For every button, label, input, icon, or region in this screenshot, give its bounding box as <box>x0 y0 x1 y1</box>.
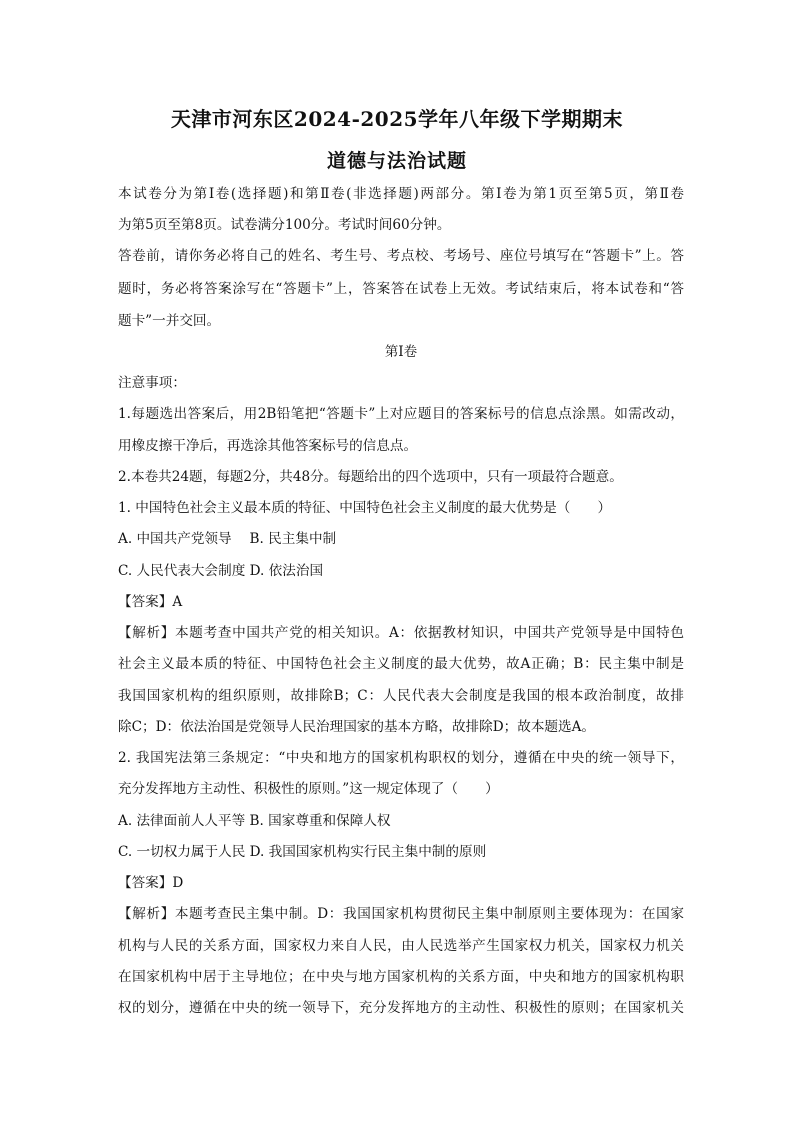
question-2-options: A. 法律面前人人平等 B. 国家尊重和保障人权 <box>118 813 391 829</box>
intro-line: 题卡”一并交回。 <box>118 313 221 329</box>
notes-line: 用橡皮擦干净后，再选涂其他答案标号的信息点。 <box>118 438 418 454</box>
intro-line: 答卷前，请你务必将自己的姓名、考生号、考点校、考场号、座位号填写在“答题卡”上。答 <box>118 248 684 264</box>
question-1-stem: 1. 中国特色社会主义最本质的特征、中国特色社会主义制度的最大优势是（ ） <box>118 500 612 516</box>
page-subtitle: 道德与法治试题 <box>326 150 467 172</box>
question-1-analysis: 除C；D：依法治国是党领导人民治理国家的基本方略，故排除D；故本题选A。 <box>118 719 596 735</box>
intro-line: 题时，务必将答案涂写在“答题卡”上，答案答在试卷上无效。考试结束后，将本试卷和“答 <box>118 281 684 297</box>
question-2-options: C. 一切权力属于人民 D. 我国国家机构实行民主集中制的原则 <box>118 844 487 860</box>
question-2-analysis: 在国家机构中居于主导地位；在中央与地方国家机构的关系方面，中央和地方的国家机构职 <box>118 969 684 985</box>
intro-line: 本试卷分为第Ⅰ卷(选择题)和第Ⅱ卷(非选择题)两部分。第Ⅰ卷为第1页至第5页，第Ⅱ卷 <box>118 186 684 202</box>
section-heading: 第Ⅰ卷 <box>384 344 418 360</box>
question-1-answer: 【答案】A <box>118 594 183 610</box>
question-2-analysis: 【解析】本题考查民主集中制。D：我国国家机构贯彻民主集中制原则主要体现为：在国家 <box>118 906 684 922</box>
question-1-analysis: 【解析】本题考查中国共产党的相关知识。A：依据教材知识，中国共产党领导是中国特色 <box>118 625 684 641</box>
notes-line: 1.每题选出答案后，用2B铅笔把“答题卡”上对应题目的答案标号的信息点涂黑。如需改动， <box>118 406 684 422</box>
question-1-analysis: 我国国家机构的组织原则，故排除B；C：人民代表大会制度是我国的根本政治制度，故排 <box>118 688 684 704</box>
question-2-stem: 2. 我国宪法第三条规定：“中央和地方的国家机构职权的划分，遵循在中央的统一领导下， <box>118 750 684 766</box>
question-2-analysis: 权的划分，遵循在中央的统一领导下，充分发挥地方的主动性、积极性的原则；在国家机关 <box>118 1000 684 1016</box>
notes-heading: 注意事项： <box>118 375 186 391</box>
question-1-analysis: 社会主义最本质的特征、中国特色社会主义制度的最大优势，故A正确；B：民主集中制是 <box>118 656 684 672</box>
question-2-answer: 【答案】D <box>118 875 184 891</box>
question-2-stem: 充分发挥地方主动性、积极性的原则。”这一规定体现了（ ） <box>118 781 499 797</box>
intro-line: 为第5页至第8页。试卷满分100分。考试时间60分钟。 <box>118 217 451 233</box>
question-1-options: A. 中国共产党领导 B. 民主集中制 <box>118 531 337 547</box>
question-2-analysis: 机构与人民的关系方面，国家权力来自人民，由人民选举产生国家权力机关，国家权力机关 <box>118 938 684 954</box>
notes-line: 2.本卷共24题，每题2分，共48分。每题给出的四个选项中，只有一项最符合题意。 <box>118 469 623 485</box>
question-1-options: C. 人民代表大会制度 D. 依法治国 <box>118 563 324 579</box>
page-title: 天津市河东区2024-2025学年八年级下学期期末 <box>170 107 624 131</box>
